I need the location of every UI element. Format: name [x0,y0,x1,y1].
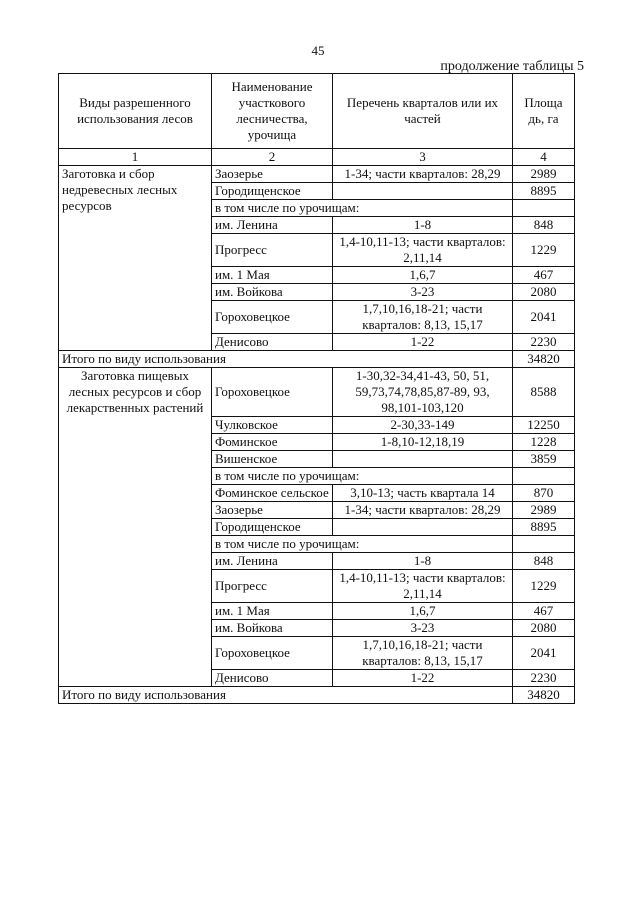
column-number: 1 [59,149,212,166]
table-row [59,368,575,417]
forestry-name-cell: Прогресс [212,234,333,267]
header-area-line-1: Площа [524,95,563,110]
forestry-name-cell: Фоминское [212,434,333,451]
area-cell: 1228 [513,434,575,451]
forestry-name-cell: им. Войкова [212,284,333,301]
quarters-cell [333,183,513,200]
quarters-cell: 1-8,10-12,18,19 [333,434,513,451]
quarters-cell [333,451,513,468]
header-area-line-2: дь, га [528,111,559,126]
area-cell: 848 [513,217,575,234]
total-row [59,351,575,368]
header-use-type: Виды разрешенного использования лесов [59,74,212,149]
area-cell: 1229 [513,570,575,603]
quarters-cell: 3,10-13; часть квартала 14 [333,485,513,502]
column-number: 4 [513,149,575,166]
subheader-cell: в том числе по урочищам: [212,200,513,217]
subheader-cell: в том числе по урочищам: [212,536,513,553]
quarters-cell [333,519,513,536]
area-cell: 848 [513,553,575,570]
total-value: 34820 [513,687,575,704]
quarters-cell: 1,7,10,16,18-21; части кварталов: 8,13, 15,17 [333,301,513,334]
quarters-cell: 1,4-10,11-13; части кварталов: 2,11,14 [333,570,513,603]
quarters-cell: 1-22 [333,334,513,351]
area-cell: 3859 [513,451,575,468]
quarters-cell: 1-30,32-34,41-43, 50, 51, 59,73,74,78,85,87-89, 93, 98,101-103,120 [333,368,513,417]
total-label: Итого по виду использования [59,687,513,704]
column-number: 2 [212,149,333,166]
quarters-cell: 1,7,10,16,18-21; части кварталов: 8,13, 15,17 [333,637,513,670]
area-cell: 12250 [513,417,575,434]
use-type-cell: Заготовка пищевых лесных ресурсов и сбор лекарственных растений [59,368,212,687]
header-quarters: Перечень кварталов или их частей [333,74,513,149]
area-cell: 467 [513,603,575,620]
header-forestry-name: Наименование участкового лесничества, урочища [212,74,333,149]
total-row [59,687,575,704]
forestry-name-cell: Заозерье [212,166,333,183]
header-area [513,74,575,149]
column-number-row [59,149,575,166]
forestry-name-cell: Денисово [212,334,333,351]
column-number: 3 [333,149,513,166]
quarters-cell: 1-8 [333,553,513,570]
area-cell: 2989 [513,502,575,519]
table-header [59,74,575,166]
table-body [59,166,575,704]
area-cell: 2230 [513,334,575,351]
area-cell: 467 [513,267,575,284]
quarters-cell: 1-8 [333,217,513,234]
table-row [59,166,575,183]
area-cell: 8895 [513,183,575,200]
forestry-name-cell: Вишенское [212,451,333,468]
quarters-cell: 1-34; части кварталов: 28,29 [333,502,513,519]
area-cell: 8895 [513,519,575,536]
forestry-name-cell: им. Ленина [212,217,333,234]
forestry-name-cell: Городищенское [212,519,333,536]
quarters-cell: 1-34; части кварталов: 28,29 [333,166,513,183]
area-cell: 1229 [513,234,575,267]
area-cell: 2041 [513,637,575,670]
area-cell: 8588 [513,368,575,417]
forestry-name-cell: им. Ленина [212,553,333,570]
forestry-name-cell: Гороховецкое [212,368,333,417]
area-cell: 2989 [513,166,575,183]
quarters-cell: 3-23 [333,620,513,637]
quarters-cell: 2-30,33-149 [333,417,513,434]
area-cell: 2041 [513,301,575,334]
area-cell: 2080 [513,284,575,301]
forestry-name-cell: им. Войкова [212,620,333,637]
total-value: 34820 [513,351,575,368]
forestry-name-cell: Денисово [212,670,333,687]
forest-use-table [58,73,575,704]
page-number: 45 [311,43,325,58]
forestry-name-cell: Чулковское [212,417,333,434]
area-cell: 870 [513,485,575,502]
forestry-name-cell: Фоминское сельское [212,485,333,502]
use-type-cell: Заготовка и сбор недревесных лесных ресурсов [59,166,212,351]
area-cell: 2230 [513,670,575,687]
forestry-name-cell: Заозерье [212,502,333,519]
area-cell: 2080 [513,620,575,637]
forestry-name-cell: Гороховецкое [212,301,333,334]
forestry-name-cell: Прогресс [212,570,333,603]
forestry-name-cell: им. 1 Мая [212,603,333,620]
forestry-name-cell: Городищенское [212,183,333,200]
quarters-cell: 1,6,7 [333,603,513,620]
quarters-cell: 1,6,7 [333,267,513,284]
total-label: Итого по виду использования [59,351,513,368]
empty-area-cell [513,536,575,553]
quarters-cell: 1-22 [333,670,513,687]
subheader-cell: в том числе по урочищам: [212,468,513,485]
forestry-name-cell: Гороховецкое [212,637,333,670]
quarters-cell: 3-23 [333,284,513,301]
quarters-cell: 1,4-10,11-13; части кварталов: 2,11,14 [333,234,513,267]
empty-area-cell [513,200,575,217]
empty-area-cell [513,468,575,485]
forestry-name-cell: им. 1 Мая [212,267,333,284]
table-continuation-note: продолжение таблицы 5 [440,59,584,74]
